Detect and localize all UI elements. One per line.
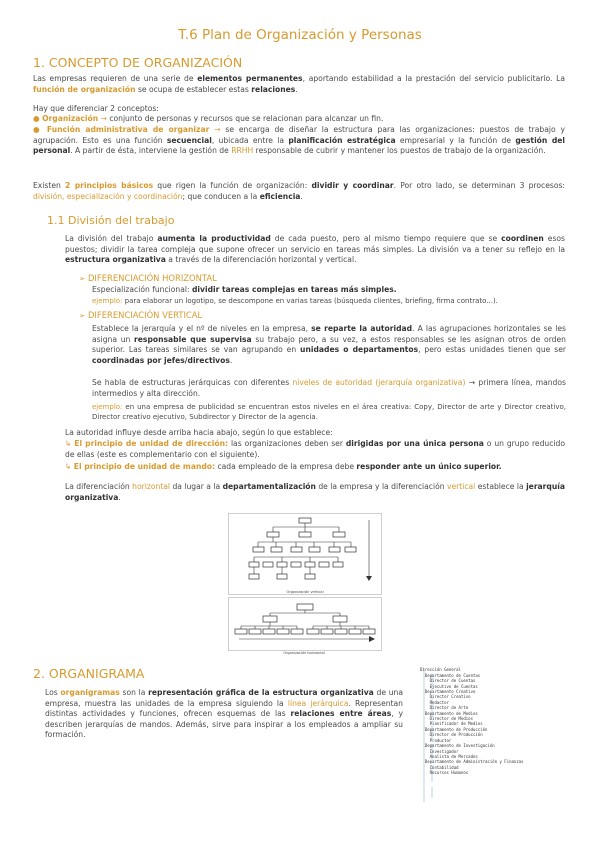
section-1-heading: 1. CONCEPTO DE ORGANIZACIÓN bbox=[33, 55, 243, 70]
section-1-1-heading: 1.1 División del trabajo bbox=[47, 214, 175, 227]
org-line: Director de Arte bbox=[420, 705, 469, 711]
org-line: Director de Medios bbox=[420, 716, 473, 722]
principle-unidad-direccion: ↳ El principio de unidad de dirección: las organizaciones deben ser dirigidas por una única persona o un grupo reducido de ellas (este es complementario con el siguiente). bbox=[65, 439, 565, 459]
org-line: Director de Cuentas bbox=[420, 678, 476, 684]
org-line: Recursos Humanos bbox=[420, 770, 469, 776]
closing-paragraph: La diferenciación horizontal da lugar a la departamentalización de la empresa y la diferenciación vertical establece la jerarquía organizativa. bbox=[65, 482, 565, 502]
principles-paragraph: Existen 2 principios básicos que rigen la función de organización: dividir y coordinar. Por otro lado, se determinan 3 procesos: división, especialización y coordinación; que conducen a la eficiencia. bbox=[33, 181, 565, 201]
vertical-heading: DIFERENCIACIÓN VERTICAL bbox=[87, 310, 203, 320]
arrow-bullet-icon: ➢ bbox=[79, 311, 86, 320]
authority-line: La autoridad influye desde arriba hacia abajo, según lo que establece: bbox=[65, 428, 333, 437]
org-line: Departamento de Administración y Finanzas bbox=[420, 759, 524, 765]
arrow-bullet-icon: ➢ bbox=[79, 274, 86, 283]
concept-organizacion: ● Organización → conjunto de personas y recursos que se relacionan para alcanzar un fin. bbox=[33, 114, 384, 123]
section-2-heading: 2. ORGANIGRAMA bbox=[33, 666, 145, 681]
page-title: T.6 Plan de Organización y Personas bbox=[178, 27, 422, 43]
two-concepts-line: Hay que diferenciar 2 conceptos: bbox=[33, 104, 159, 113]
org-line: Departamento de Investigación bbox=[420, 743, 495, 749]
vertical-chart-caption: Organización vertical bbox=[286, 590, 324, 594]
organigram-tree-text bbox=[420, 662, 524, 776]
vertical-heading-row bbox=[79, 310, 202, 320]
vertical-text-2: Se habla de estructuras jerárquicas con diferentes niveles de autoridad (jerarquía organizativa) → primera línea, mandos intermedios y alta dirección. bbox=[92, 378, 566, 398]
org-line: Director Creativo bbox=[420, 694, 471, 700]
org-line: Departamento Creativo bbox=[420, 689, 476, 695]
vertical-text: Establece la jerarquía y el nº de niveles en la empresa, se reparte la autoridad. A las agrupaciones horizontales se les asigna un responsable que supervisa su trabajo pero, a su vez, a estos responsables se les asignan otros de orden superior. Las tareas similares se van agrupando en unidades o departamentos, pero estas unidades tienen que ser coordinadas por jefes/directivos. bbox=[92, 324, 567, 365]
vertical-org-chart-diagram bbox=[229, 514, 381, 586]
organigrama-paragraph: Los organigramas son la representación gráfica de la estructura organizativa de una empresa, muestra las unidades de la empresa siguiendo la línea jerárquica. Representan distintas actividades y funciones, ofrecen esquemas de las relaciones entre áreas, y describen jerarquías de mandos. Además, sirve para inspirar a los empleados a ampliar su formación. bbox=[45, 688, 403, 740]
org-line: Productor bbox=[420, 737, 452, 743]
org-line: Departamento de Producción bbox=[420, 726, 488, 732]
org-line: Contabilidad bbox=[420, 764, 459, 770]
org-line: Investigador bbox=[420, 748, 459, 754]
horizontal-org-chart-diagram bbox=[229, 598, 381, 642]
horizontal-example: ejemplo: para elaborar un logotipo, se descompone en varias tareas (búsqueda clientes, briefing, firma contrato...). bbox=[92, 297, 498, 305]
vertical-example: ejemplo: en una empresa de publicidad se encuentran estos niveles en el área creativa: Copy, Director de arte y Director creativo, Director creativo ejecutivo, Subdirector y Director de la agencia. bbox=[92, 403, 566, 421]
horizontal-text: Especialización funcional: dividir tareas complejas en tareas más simples. bbox=[92, 285, 397, 294]
org-line: Ejecutivo de Cuentas bbox=[420, 683, 478, 689]
vertical-org-chart-figure bbox=[228, 513, 382, 595]
concept-funcion-administrativa: ● Función administrativa de organizar → se encarga de diseñar la estructura para las organizaciones: puestos de trabajo y agrupación. Esto es una función secuencial, ubicada entre la planificación estratégica empresarial y la función de gestión del personal. A partir de ésta, interviene la gestión de RRHH responsable de cubrir y mantener los puestos de trabajo de la organización. bbox=[33, 125, 566, 156]
division-intro: La división del trabajo aumenta la productividad de cada puesto, pero al mismo tiempo requiere que se coordinen esos puestos; dividir la tarea compleja que supone ofrecer un servicio en tareas más simples. La división va a tener su reflejo en la estructura organizativa a través de la diferenciación horizontal y vertical. bbox=[65, 234, 566, 265]
org-line: Departamento de Cuentas bbox=[420, 672, 481, 678]
horizontal-chart-caption: Organización horizontal bbox=[283, 651, 325, 655]
org-line: Dirección General bbox=[420, 667, 461, 673]
org-line: Redactor bbox=[420, 699, 449, 705]
organigram-tree-figure bbox=[420, 662, 580, 832]
horizontal-heading: DIFERENCIACIÓN HORIZONTAL bbox=[87, 273, 217, 283]
section-1-intro: Las empresas requieren de una serie de elementos permanentes, aportando estabilidad a la prestación del servicio publicitario. La función de organización se ocupa de establecer estas relaciones. bbox=[33, 74, 565, 94]
principle-unidad-mando: ↳ El principio de unidad de mando: cada empleado de la empresa debe responder ante un único superior. bbox=[65, 462, 502, 471]
org-line: Analista de Mercados bbox=[420, 753, 478, 759]
horizontal-heading-row bbox=[79, 273, 217, 283]
org-line: Departamento de Medios bbox=[420, 710, 478, 716]
org-line: Director de Producción bbox=[420, 732, 483, 738]
org-line: Planificador de Medios bbox=[420, 721, 483, 727]
horizontal-org-chart-figure bbox=[228, 597, 382, 651]
